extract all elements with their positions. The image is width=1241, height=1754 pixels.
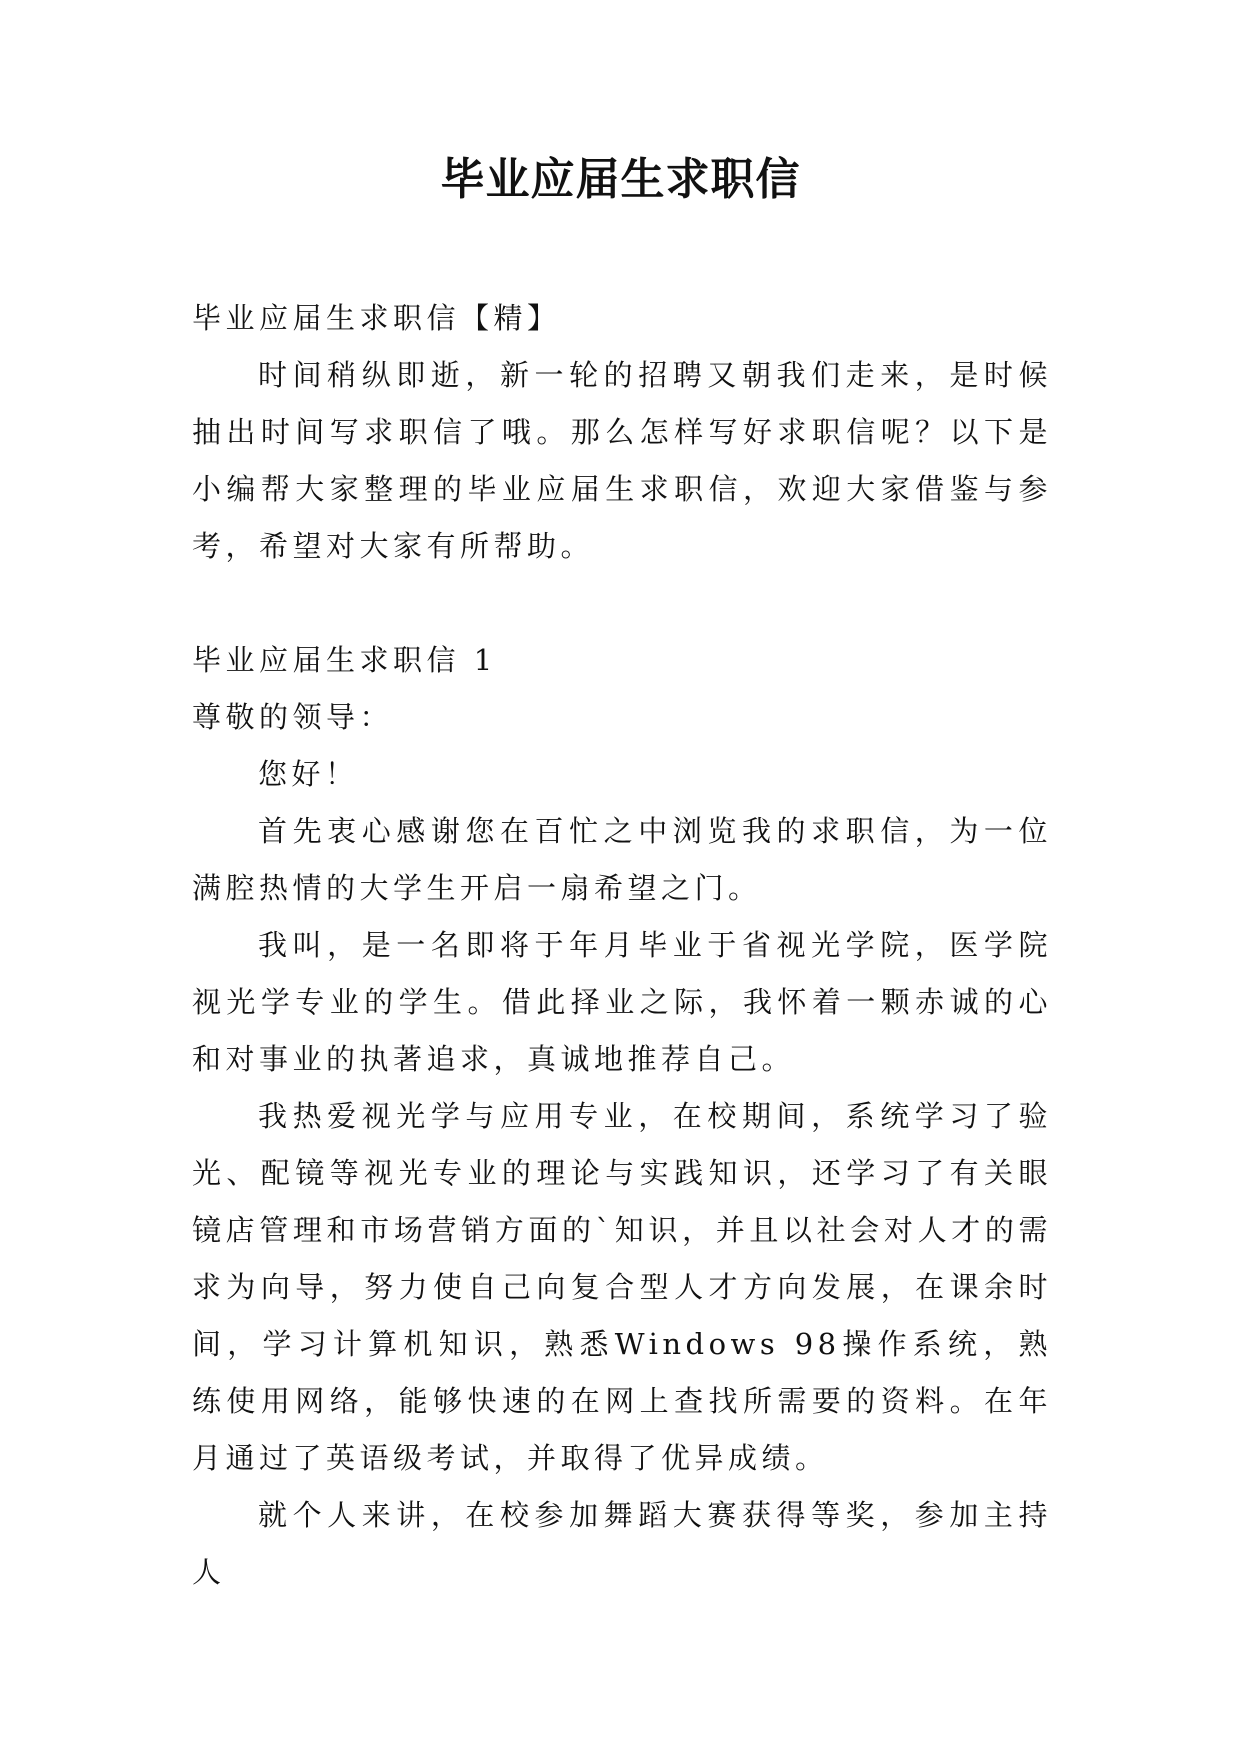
greeting: 您好！	[258, 757, 359, 791]
body-paragraph: 就个人来讲，在校参加舞蹈大赛获得等奖，参加主持人	[192, 1498, 1052, 1589]
body-paragraph: 我热爱视光学与应用专业，在校期间，系统学习了验光、配镜等视光专业的理论与实践知识，还学习了有关眼镜店管理和市场营销方面的`知识，并且以社会对人才的需求为向导，努力使自己向复合型人才方向发展，在课余时间，学习计算机知识，熟悉Windows 98操作系统，熟练使用网络，能够快速的在网上查找所需要的资料。在年月通过了英语级考试，并取得了优异成绩。	[192, 1099, 1052, 1475]
document-subtitle: 毕业应届生求职信【精】	[192, 301, 561, 335]
document-title: 毕业应届生求职信	[440, 154, 801, 205]
salutation: 尊敬的领导：	[192, 700, 394, 734]
letter-heading: 毕业应届生求职信 1	[192, 643, 497, 677]
body-paragraph: 我叫，是一名即将于年月毕业于省视光学院，医学院视光学专业的学生。借此择业之际，我怀着一颗赤诚的心和对事业的执著追求，真诚地推荐自己。	[192, 928, 1052, 1076]
document-body	[192, 290, 1052, 1601]
intro-paragraph: 时间稍纵即逝，新一轮的招聘又朝我们走来，是时候抽出时间写求职信了哦。那么怎样写好求职信呢？以下是小编帮大家整理的毕业应届生求职信，欢迎大家借鉴与参考，希望对大家有所帮助。	[192, 358, 1052, 563]
body-paragraph: 首先衷心感谢您在百忙之中浏览我的求职信，为一位满腔热情的大学生开启一扇希望之门。	[192, 814, 1052, 905]
